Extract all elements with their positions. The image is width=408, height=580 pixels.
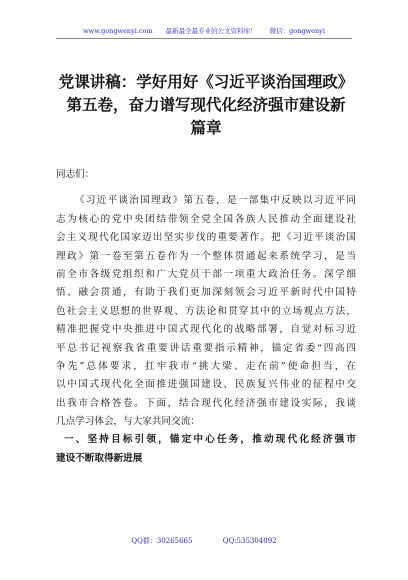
paragraph-line: 会主义现代化国家迈出坚实步伐的重要著作。把《习近平谈治国 [56, 232, 356, 244]
qq-group-number: QQ群：30265665 [131, 537, 193, 545]
qq-number: QQ:535304092 [222, 537, 277, 545]
document-title [56, 70, 356, 139]
paragraph-line: 几点学习体会，与大家共同交流： [56, 416, 200, 428]
section-heading-line: 一、坚持目标引领，锚定中心任务，推动现代化经济强市 [64, 434, 356, 446]
paragraph-line: 志为核心的党中央团结带领全党全国各族人民推动全面建设社 [56, 213, 356, 225]
document-body [56, 166, 356, 468]
title-line: 党课讲稿：学好用好《习近平谈治国理政》 [58, 72, 354, 91]
paragraph-line: 平总书记视察我省重要讲话重要指示精神，锚定省委“四高四 [56, 342, 356, 354]
paragraph-line: 理政》第一卷至第五卷作为一个整体贯通起来系统学习，是当 [56, 250, 356, 262]
paragraph-line: 色社会主义思想的世界观、方法论和贯穿其中的立场观点方法， [56, 305, 356, 317]
section-heading-line: 建设不断取得新进展 [56, 452, 143, 464]
paragraph-line: 精准把握党中央推进中国式现代化的战略部署，自觉对标习近 [56, 324, 356, 336]
title-line: 篇章 [190, 118, 222, 137]
paragraph-line: 悟、融会贯通，有助于我们更加深刻领会习近平新时代中国特 [56, 287, 356, 299]
paragraph-line: 争先”总体要求，扛牢我市“挑大梁、走在前”使命担当，在 [56, 360, 356, 372]
paragraph-gap [56, 184, 356, 192]
header-divider [56, 38, 352, 39]
page-footer [0, 536, 408, 546]
title-line: 第五卷，奋力谱写现代化经济强市建设新 [66, 95, 346, 114]
paragraph-line: 前全市各级党组织和广大党员干部一项重大政治任务。深学细 [56, 268, 356, 280]
salutation: 同志们： [56, 169, 95, 180]
paragraph-line: 以中国式现代化全面推进强国建设、民族复兴伟业的征程中交 [56, 379, 356, 391]
paragraph-line: 《习近平谈治国理政》第五卷，是一部集中反映以习近平同 [75, 195, 356, 207]
page-header: www.gongwenyi.com 最新最全最专业的公文资料库！ 微信：gongwenyi [83, 27, 325, 35]
paragraph-line: 出我市合格答卷。下面，结合现代化经济强市建设实际，我谈 [56, 397, 356, 409]
